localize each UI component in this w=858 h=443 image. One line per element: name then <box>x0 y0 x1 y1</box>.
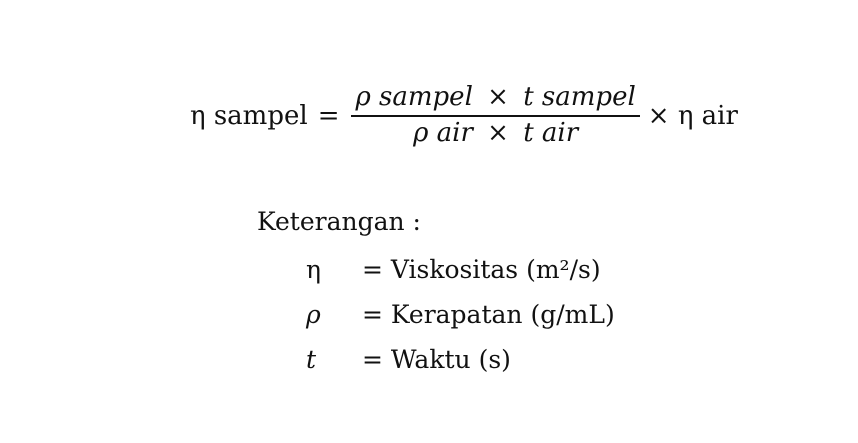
legend-definition-density: = Kerapatan (g/mL) <box>362 299 615 329</box>
formula-fraction <box>351 83 639 149</box>
legend-symbol-rho: ρ <box>306 299 321 329</box>
viscosity-formula <box>190 80 738 152</box>
legend-definition-viscosity: = Viskositas (m²/s) <box>362 254 601 284</box>
legend-row-viscosity <box>306 252 601 286</box>
legend-row-density <box>306 297 615 331</box>
numerator-right: t sampel <box>523 82 636 113</box>
fraction-numerator <box>351 83 639 115</box>
legend-row-time <box>306 342 511 376</box>
formula-tail: × η air <box>647 101 738 131</box>
denominator-left: ρ air <box>413 118 473 148</box>
fraction-denominator <box>409 117 582 149</box>
numerator-left: ρ sampel <box>355 82 473 113</box>
denominator-right: t air <box>523 118 579 148</box>
legend-symbol-eta: η <box>306 254 321 284</box>
formula-lhs: η sampel <box>190 101 308 131</box>
legend-definition-time: = Waktu (s) <box>362 344 511 374</box>
legend-title: Keterangan : <box>257 207 421 236</box>
legend-symbol-t: t <box>306 344 317 374</box>
formula-equals-sign: = <box>317 101 340 131</box>
denominator-times-sign: × <box>487 118 509 148</box>
numerator-times-sign: × <box>487 82 509 113</box>
